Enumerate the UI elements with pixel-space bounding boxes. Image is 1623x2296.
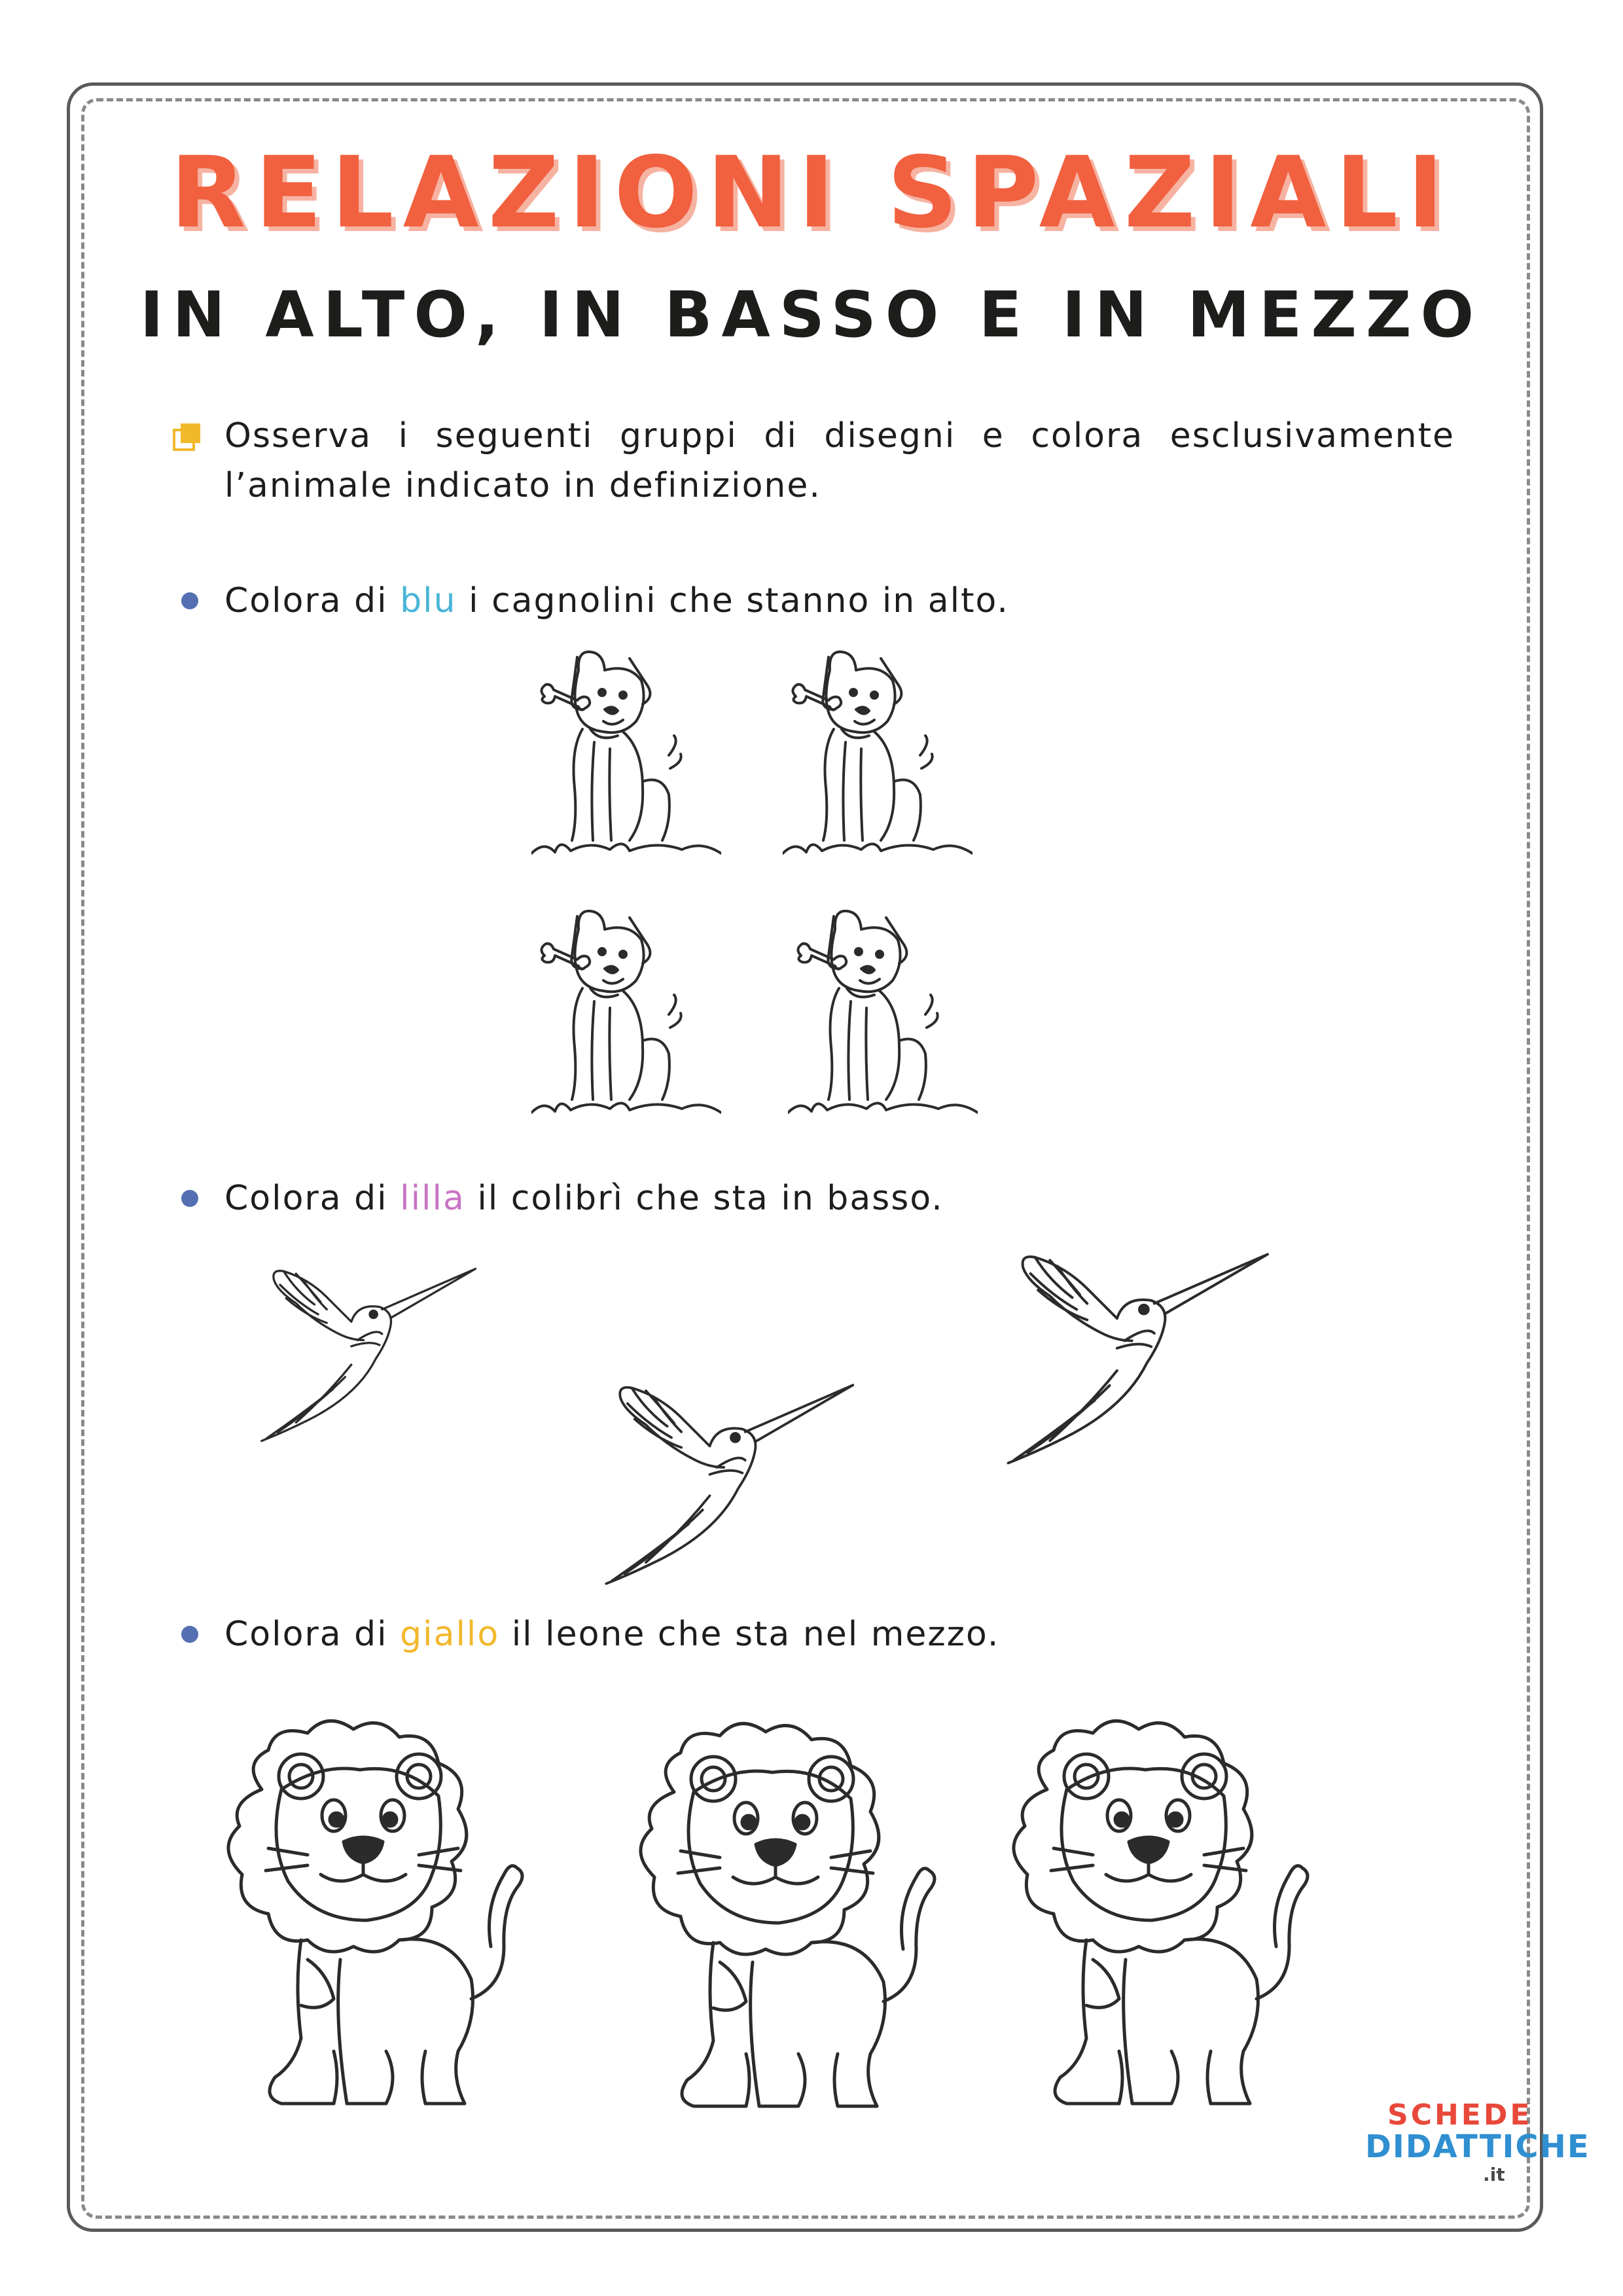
color-word-lilla: lilla	[400, 1179, 465, 1218]
task-lion: Colora di giallo il leone che sta nel mezzo.	[224, 1615, 1000, 1654]
task-hummingbird: Colora di lilla il colibrì che sta in basso.	[224, 1179, 944, 1218]
lion-icon[interactable]	[988, 1711, 1315, 2130]
page-subtitle: IN ALTO, IN BASSO E IN MEZZO	[139, 278, 1484, 351]
color-word-blu: blu	[400, 581, 457, 620]
logo-line2: DIDATTICHE	[1365, 2128, 1590, 2165]
hummingbird-icon[interactable]	[259, 1246, 480, 1465]
hummingbird-icon[interactable]	[603, 1361, 859, 1609]
dog-icon[interactable]	[783, 644, 972, 860]
logo-suffix: .it	[1483, 2164, 1505, 2185]
pencil-square-icon	[173, 422, 202, 451]
schede-didattiche-logo[interactable]	[1365, 2098, 1590, 2185]
bullet-icon	[181, 1190, 198, 1207]
dog-icon[interactable]	[788, 903, 978, 1119]
dog-icon[interactable]	[531, 644, 721, 860]
task-dogs: Colora di blu i cagnolini che stanno in alto.	[224, 581, 1009, 620]
page-title: RELAZIONI SPAZIALI	[170, 136, 1453, 250]
hummingbird-icon[interactable]	[1005, 1230, 1274, 1488]
lion-icon[interactable]	[615, 1713, 942, 2132]
color-word-giallo: giallo	[400, 1615, 500, 1654]
dog-icon[interactable]	[531, 903, 721, 1119]
lion-icon[interactable]	[203, 1711, 530, 2130]
logo-line1: SCHEDE	[1387, 2098, 1533, 2132]
instruction-text: Osserva i seguenti gruppi di disegni e colora esclusivamente l’animale indicato in definizione.	[224, 416, 1455, 505]
bullet-icon	[181, 592, 198, 609]
bullet-icon	[181, 1626, 198, 1643]
